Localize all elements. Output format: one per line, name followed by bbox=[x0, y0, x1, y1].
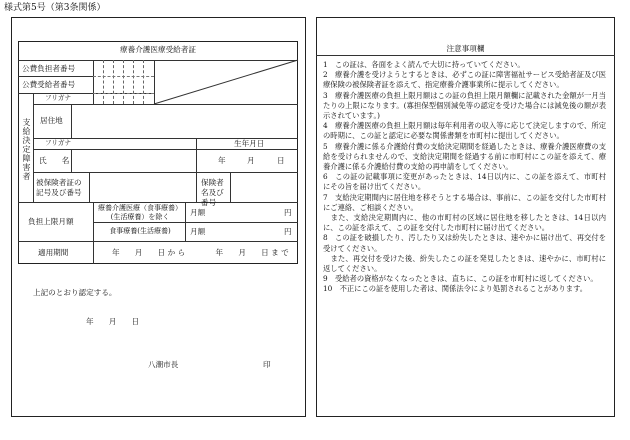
mayor-label: 八潮市長 bbox=[148, 360, 179, 369]
dob-year: 年 bbox=[218, 156, 226, 165]
note-item: 5 療養介護に係る介護給付費の支給決定期間を経過したときは、療養介護医療費の支給を受けられませんので、支給決定期間を経過する前に市町村にこの証を添えて、療養介護に係る介護給付費の支給の再申請をしてください。 bbox=[323, 141, 606, 172]
note-item: また、支給決定期間内に、他の市町村の区域に居住地を移したときは、14日以内に、この証を添えて、この証を交付した市町村に届け出てください。 bbox=[323, 213, 606, 233]
furigana-label-1: フリガナ bbox=[45, 94, 72, 102]
monthly-label-1: 月額 bbox=[190, 208, 206, 217]
diagonal-strike bbox=[154, 60, 298, 104]
note-item: 2 療養介護を受けようとするときは、必ずこの証に障害福祉サービス受給者証及び医療保険の被保険者証を添えて、指定療養介護事業所に提示してください。 bbox=[323, 70, 606, 90]
dob-label: 生年月日 bbox=[234, 139, 265, 148]
dob-month: 月 bbox=[247, 156, 255, 165]
insurer-label: 保険者名及び番号 bbox=[201, 178, 224, 207]
insured-card-label: 被保険者証の記号及び番号 bbox=[36, 178, 82, 197]
note-item: 4 療養介護医療の負担上限月額は毎年利用者の収入等に応じて決定しますので、所定の時期に、この証と認定に必要な関係書類を市町村に提出してください。 bbox=[323, 121, 606, 141]
beneficiary-side-label: 支給決定障害者 bbox=[22, 118, 31, 181]
period-text: 年 月 日 か ら 年 月 日 ま で bbox=[112, 248, 289, 257]
note-item: 8 この証を破損したり、汚したり又は紛失したときは、速やかに届け出て、再交付を受けてください。 bbox=[323, 233, 606, 253]
dob-day: 日 bbox=[277, 156, 285, 165]
issue-date: 年 月 日 bbox=[86, 317, 140, 326]
notes-list bbox=[323, 60, 606, 295]
notes-title: 注意事項欄 bbox=[446, 44, 485, 53]
monthly-label-2: 月額 bbox=[190, 227, 206, 236]
seal-mark: 印 bbox=[263, 360, 271, 369]
note-item: 10 不正にこの証を使用した者は、関係法令により処罰されることがあります。 bbox=[323, 284, 588, 294]
certificate-title: 療養介護医療受給者証 bbox=[120, 45, 196, 54]
address-label: 居住地 bbox=[40, 116, 63, 125]
note-item: 1 この証は、各面をよく読んで大切に持っていてください。 bbox=[323, 60, 525, 69]
burden-payer-label: 公費負担者番号 bbox=[22, 64, 76, 73]
form-label: 様式第5号（第3条関係） bbox=[4, 3, 106, 13]
note-item: 9 受給者の資格がなくなったときは、直ちに、この証を市町村に返してください。 bbox=[323, 274, 598, 284]
yen-label-2: 円 bbox=[284, 227, 292, 236]
furigana-label-2: フリガナ bbox=[45, 139, 72, 147]
period-label: 適用期間 bbox=[38, 248, 69, 257]
yen-label-1: 円 bbox=[284, 208, 292, 217]
note-item: 7 支給決定期間内に居住地を移そうとする場合は、事前に、この証を交付した市町村にご連絡、ご相談ください。 bbox=[323, 192, 606, 212]
certify-statement: 上記のとおり認定する。 bbox=[33, 288, 117, 297]
name-label: 氏 名 bbox=[39, 156, 70, 165]
recipient-number-label: 公費受給者番号 bbox=[22, 80, 76, 89]
limit-label: 負担上限月額 bbox=[28, 217, 74, 226]
limit-meal-label: 食事療養(生活療養) bbox=[109, 227, 171, 235]
note-item: また、再交付を受けた後、紛失したこの証を発見したときは、速やかに、市町村に返してください。 bbox=[323, 253, 606, 274]
note-item: 3 療養介護医療の負担上限月額はこの証の負担上限月額欄に記載された金額が一月当たりの上限になります。(寡担保型個別減免等の認定を受けた場合には減免後の額が表示されています。) bbox=[323, 90, 606, 121]
note-item: 6 この証の記載事項に変更があったときは、14日以内に、この証を添えて、市町村にその旨を届け出てください。 bbox=[323, 172, 606, 192]
limit-medical-label: 療養介護医療（食事療養）(生活療養）を除く bbox=[98, 204, 182, 221]
